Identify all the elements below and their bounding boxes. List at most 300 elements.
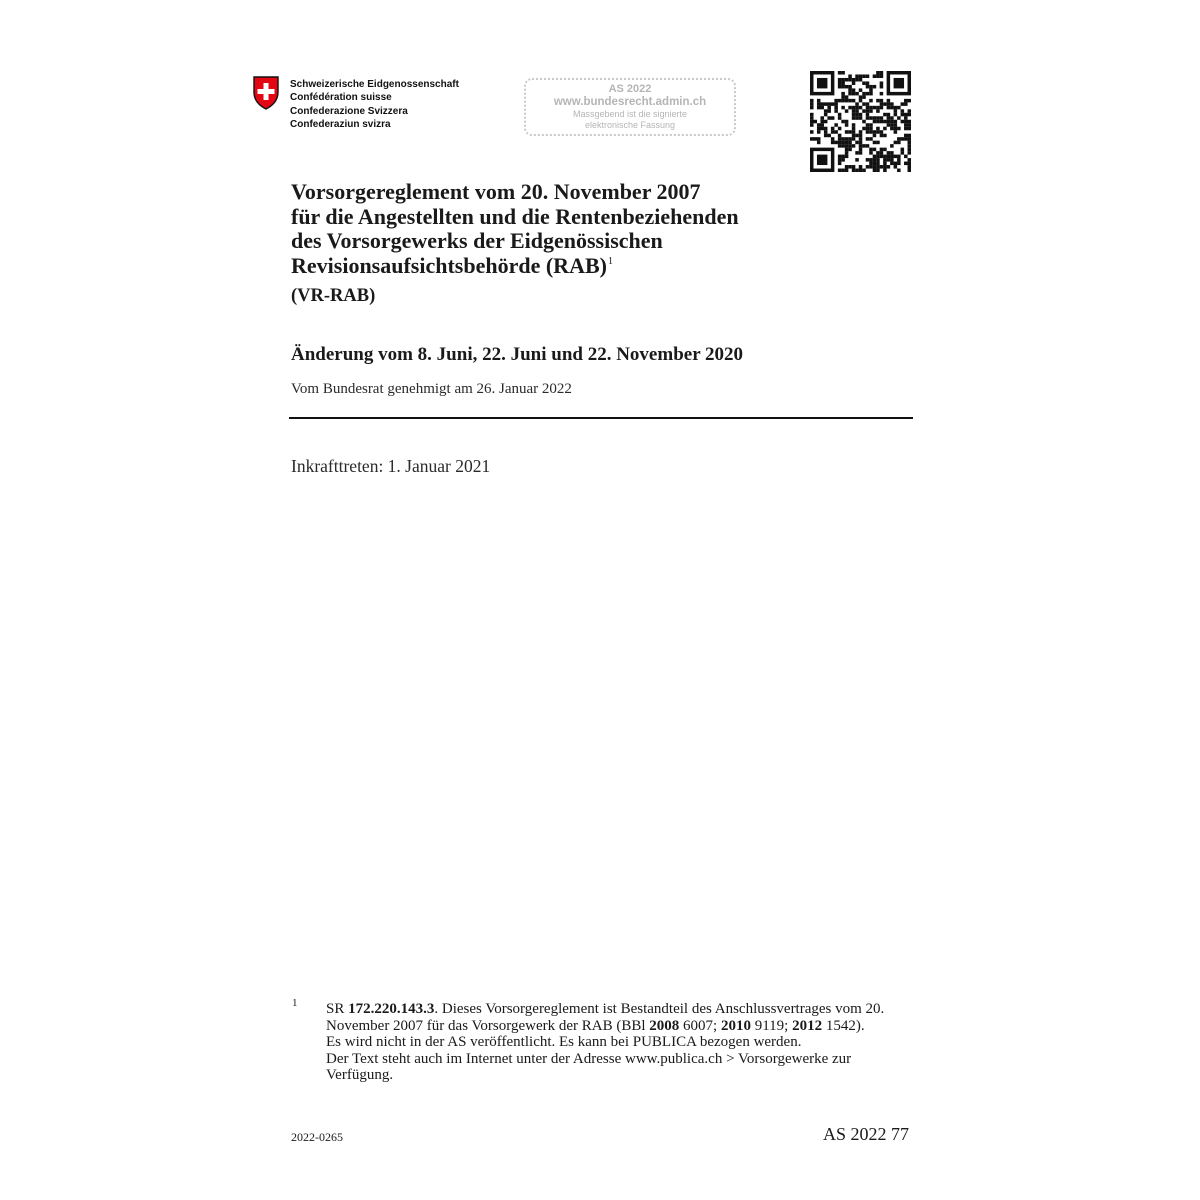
fn-text: . Dieses Vorsorgereglement ist Bestandteil des Anschlussvertrages vom 20. November 2007 für das Vorsorgewerk der RAB (BBl [326,1001,885,1034]
qr-module [883,113,887,117]
qr-module [904,134,908,138]
document-title [291,180,931,278]
qr-module [834,99,838,103]
qr-module [827,106,831,110]
qr-module [880,106,884,110]
qr-module [813,137,817,141]
as-reference: AS 2022 77 [822,1124,909,1144]
qr-module [862,127,866,131]
abbreviation: (VR-RAB) [291,286,376,306]
qr-module [890,144,894,148]
qr-module [827,102,831,106]
qr-module [869,106,873,110]
qr-module [838,116,842,120]
qr-module [810,123,814,127]
document-number: 2022-0265 [291,1130,343,1144]
qr-module [908,158,911,162]
qr-module [890,151,894,155]
qr-module [866,144,870,148]
qr-module [866,102,870,106]
qr-module [890,162,894,166]
qr-module [845,78,849,82]
qr-module [841,92,845,96]
qr-module [908,134,911,138]
qr-module [901,151,905,155]
qr-module [838,134,842,138]
qr-module [869,116,873,120]
qr-module [827,134,831,138]
qr-module [883,102,887,106]
qr-module [904,137,908,141]
swiss-shield-icon [252,76,280,110]
qr-module [845,130,849,134]
qr-module [841,99,845,103]
qr-module [848,78,852,82]
qr-module [848,165,852,169]
qr-module [855,158,859,162]
qr-module [820,127,824,131]
qr-module [824,113,828,117]
qr-module [890,158,894,162]
qr-module [862,144,866,148]
qr-module [866,106,870,110]
qr-module [810,113,814,117]
qr-module [810,130,814,134]
qr-module [866,123,870,127]
qr-module [904,162,908,166]
confederation-names [290,78,459,132]
qr-module [852,134,856,138]
qr-module [852,116,856,120]
sr-number: 172.220.143.3 [348,1001,435,1017]
qr-module [838,99,842,103]
qr-module [876,165,880,169]
approval-note: Vom Bundesrat genehmigt am 26. Januar 2022 [291,381,572,397]
qr-module [810,106,814,110]
qr-module [876,141,880,145]
qr-module [894,109,898,113]
qr-module [841,81,845,85]
qr-module [820,116,824,120]
bbl-year: 2010 [720,1017,751,1034]
qr-module [908,141,911,145]
footnote-text [326,1001,906,1084]
qr-module [810,120,814,124]
qr-module [894,130,898,134]
qr-module [873,162,877,166]
title-line-2: für die Angestellten und die Rentenbeziehenden [291,203,739,229]
as-stamp [524,78,736,136]
qr-module [873,116,877,120]
qr-module [866,92,870,96]
fn-text: 9119; [750,1017,793,1034]
qr-module [866,158,870,162]
qr-module [869,88,873,92]
fn-text: SR [326,1001,349,1017]
qr-module [841,78,845,82]
qr-module [908,162,911,166]
qr-module [876,155,880,159]
qr-module [859,74,863,78]
qr-module [859,134,863,138]
qr-module [876,127,880,131]
qr-module [908,151,911,155]
stamp-line-3: Massgebend ist die signierte [572,109,688,119]
qr-module [859,106,863,110]
qr-module [827,109,831,113]
qr-module [862,74,866,78]
qr-module [887,151,891,155]
qr-module [908,127,911,131]
title-line-4 [291,254,931,279]
qr-module [897,116,901,120]
qr-module [827,116,831,120]
qr-module [897,141,901,145]
qr-module [855,74,859,78]
qr-module [838,71,842,75]
qr-module [904,116,908,120]
qr-code [810,71,911,172]
qr-module [859,78,863,82]
qr-module [887,158,891,162]
qr-module [841,144,845,148]
qr-module [817,78,827,88]
qr-module [869,158,873,162]
qr-module [831,102,835,106]
qr-module [817,130,821,134]
qr-module [855,92,859,96]
qr-module [894,162,898,166]
qr-module [845,95,849,99]
qr-module [880,151,884,155]
qr-module [845,137,849,141]
qr-module [820,120,824,124]
qr-module [876,162,880,166]
qr-module [880,148,884,152]
qr-module [810,102,814,106]
qr-module [810,116,814,120]
footnote-reference[interactable]: 1 [607,256,613,268]
qr-module [841,120,845,124]
qr-module [852,81,856,85]
qr-module [817,102,821,106]
qr-module [908,144,911,148]
qr-module [869,123,873,127]
qr-module [887,99,891,103]
qr-module [876,71,880,75]
qr-module [897,158,901,162]
qr-module [869,109,873,113]
bbl-year: 2012 [792,1017,823,1034]
qr-module [908,109,911,113]
footnote-para-2: Es wird nicht in der AS veröffentlicht. Es kann bei PUBLICA bezogen werden. [326,1034,802,1050]
qr-module [855,169,859,172]
stamp-line-4: elektronische Fassung [584,120,676,130]
qr-module [855,116,859,120]
qr-module [848,85,852,89]
qr-module [824,127,828,131]
qr-module [908,113,911,117]
qr-module [908,99,911,103]
qr-module [841,158,845,162]
qr-module [880,155,884,159]
qr-module [820,106,824,110]
qr-module [848,92,852,96]
qr-module [834,123,838,127]
qr-module [862,81,866,85]
qr-module [820,102,824,106]
qr-module [852,123,856,127]
qr-module [866,130,870,134]
qr-module [866,116,870,120]
qr-module [862,92,866,96]
qr-module [876,120,880,124]
qr-module [817,137,821,141]
qr-module [908,169,911,172]
qr-module [897,155,901,159]
stamp-url: www.bundesrecht.admin.ch [553,96,707,108]
qr-module [887,106,891,110]
qr-module [845,165,849,169]
qr-module [869,148,873,152]
qr-module [824,109,828,113]
qr-module [859,99,863,103]
qr-module [894,78,904,88]
qr-module [897,137,901,141]
qr-module [873,141,877,145]
org-line-it: Confederazione Svizzera [290,105,408,117]
qr-module [873,120,877,124]
qr-module [845,85,849,89]
qr-module [848,141,852,145]
qr-module [873,165,877,169]
qr-module [831,137,835,141]
qr-module [834,141,838,145]
title-line-3: des Vorsorgewerks der Eidgenössischen [291,228,663,253]
qr-module [852,113,856,117]
qr-module [887,120,891,124]
qr-module [859,137,863,141]
qr-module [883,169,887,172]
qr-module [908,120,911,124]
qr-module [859,95,863,99]
qr-module [873,106,877,110]
qr-module [894,113,898,117]
qr-module [855,141,859,145]
qr-module [855,134,859,138]
qr-module [901,137,905,141]
qr-module [841,137,845,141]
qr-module [841,155,845,159]
qr-module [848,148,852,152]
qr-module [852,169,856,172]
qr-module [848,106,852,110]
qr-module [897,169,901,172]
qr-module [880,74,884,78]
qr-module [904,127,908,131]
qr-module [887,102,891,106]
org-line-rm: Confederaziun svizra [290,119,391,131]
qr-module [866,127,870,131]
qr-module [838,113,842,117]
divider [289,417,913,419]
qr-module [859,169,863,172]
qr-module [817,155,827,165]
qr-module [880,165,884,169]
qr-module [817,123,821,127]
qr-module [894,106,898,110]
qr-module [876,151,880,155]
qr-module [848,99,852,103]
qr-module [845,123,849,127]
qr-module [855,102,859,106]
qr-module [852,137,856,141]
qr-module [869,85,873,89]
qr-module [831,116,835,120]
qr-module [834,130,838,134]
qr-module [824,102,828,106]
qr-module [880,130,884,134]
qr-module [820,123,824,127]
qr-module [817,99,821,103]
qr-module [869,92,873,96]
qr-module [852,109,856,113]
qr-module [845,148,849,152]
qr-module [859,141,863,145]
amendment-heading: Änderung vom 8. Juni, 22. Juni und 22. November 2020 [291,344,744,365]
qr-module [859,151,863,155]
qr-module [859,148,863,152]
qr-module [869,162,873,166]
qr-module [887,113,891,117]
qr-module [876,116,880,120]
qr-module [883,158,887,162]
qr-module [869,165,873,169]
qr-module [883,148,887,152]
qr-module [897,127,901,131]
qr-module [887,155,891,159]
qr-module [862,120,866,124]
qr-module [869,127,873,131]
qr-module [894,141,898,145]
qr-module [883,162,887,166]
qr-module [841,85,845,89]
qr-module [845,141,849,145]
qr-module [869,151,873,155]
qr-module [890,155,894,159]
qr-module [869,130,873,134]
qr-module [880,92,884,96]
qr-module [852,88,856,92]
qr-module [866,85,870,89]
qr-module [876,158,880,162]
qr-module [880,71,884,75]
qr-module [859,116,863,120]
qr-module [883,155,887,159]
title-line-4-text: Revisionsaufsichtsbehörde (RAB) [291,252,607,278]
qr-module [810,99,814,103]
qr-module [897,106,901,110]
qr-module [904,155,908,159]
qr-module [894,120,898,124]
qr-module [908,137,911,141]
qr-module [862,109,866,113]
qr-module [838,141,842,145]
qr-module [897,162,901,166]
qr-module [838,162,842,166]
qr-module [848,137,852,141]
qr-module [862,95,866,99]
qr-module [855,106,859,110]
qr-module [855,113,859,117]
qr-module [880,120,884,124]
qr-module [904,113,908,117]
qr-module [866,137,870,141]
qr-module [859,165,863,169]
qr-module [880,102,884,106]
qr-module [894,127,898,131]
qr-module [894,155,898,159]
qr-module [873,134,877,138]
title-line-1: Vorsorgereglement vom 20. November 2007 [291,179,701,204]
qr-module [880,134,884,138]
qr-module [901,148,905,152]
qr-module [873,155,877,159]
qr-module [908,123,911,127]
qr-module [845,151,849,155]
qr-module [834,109,838,113]
qr-module [890,106,894,110]
qr-module [841,106,845,110]
qr-module [890,116,894,120]
bbl-year: 2008 [649,1017,680,1034]
qr-module [866,109,870,113]
qr-module [838,158,842,162]
footnote-number: 1 [292,997,298,1009]
qr-module [845,169,849,172]
qr-module [834,106,838,110]
qr-module [824,134,828,138]
qr-module [852,127,856,131]
qr-module [890,127,894,131]
qr-module [901,113,905,117]
qr-module [852,99,856,103]
qr-module [876,169,880,172]
qr-module [880,116,884,120]
qr-module [848,74,852,78]
qr-module [873,74,877,78]
qr-module [848,130,852,134]
qr-module [869,137,873,141]
qr-module [824,120,828,124]
qr-module [901,102,905,106]
qr-module [904,120,908,124]
qr-module [848,88,852,92]
qr-module [887,123,891,127]
qr-module [841,71,845,75]
qr-module [883,120,887,124]
qr-module [908,165,911,169]
qr-module [838,127,842,131]
footnote-para-3: Der Text steht auch im Internet unter der Adresse www.publica.ch > Vorsorgewerke zur Verfügung. [326,1050,852,1083]
qr-module [859,113,863,117]
qr-module [901,120,905,124]
qr-module [866,165,870,169]
qr-module [859,144,863,148]
qr-module [894,123,898,127]
qr-module [901,109,905,113]
qr-module [841,169,845,172]
